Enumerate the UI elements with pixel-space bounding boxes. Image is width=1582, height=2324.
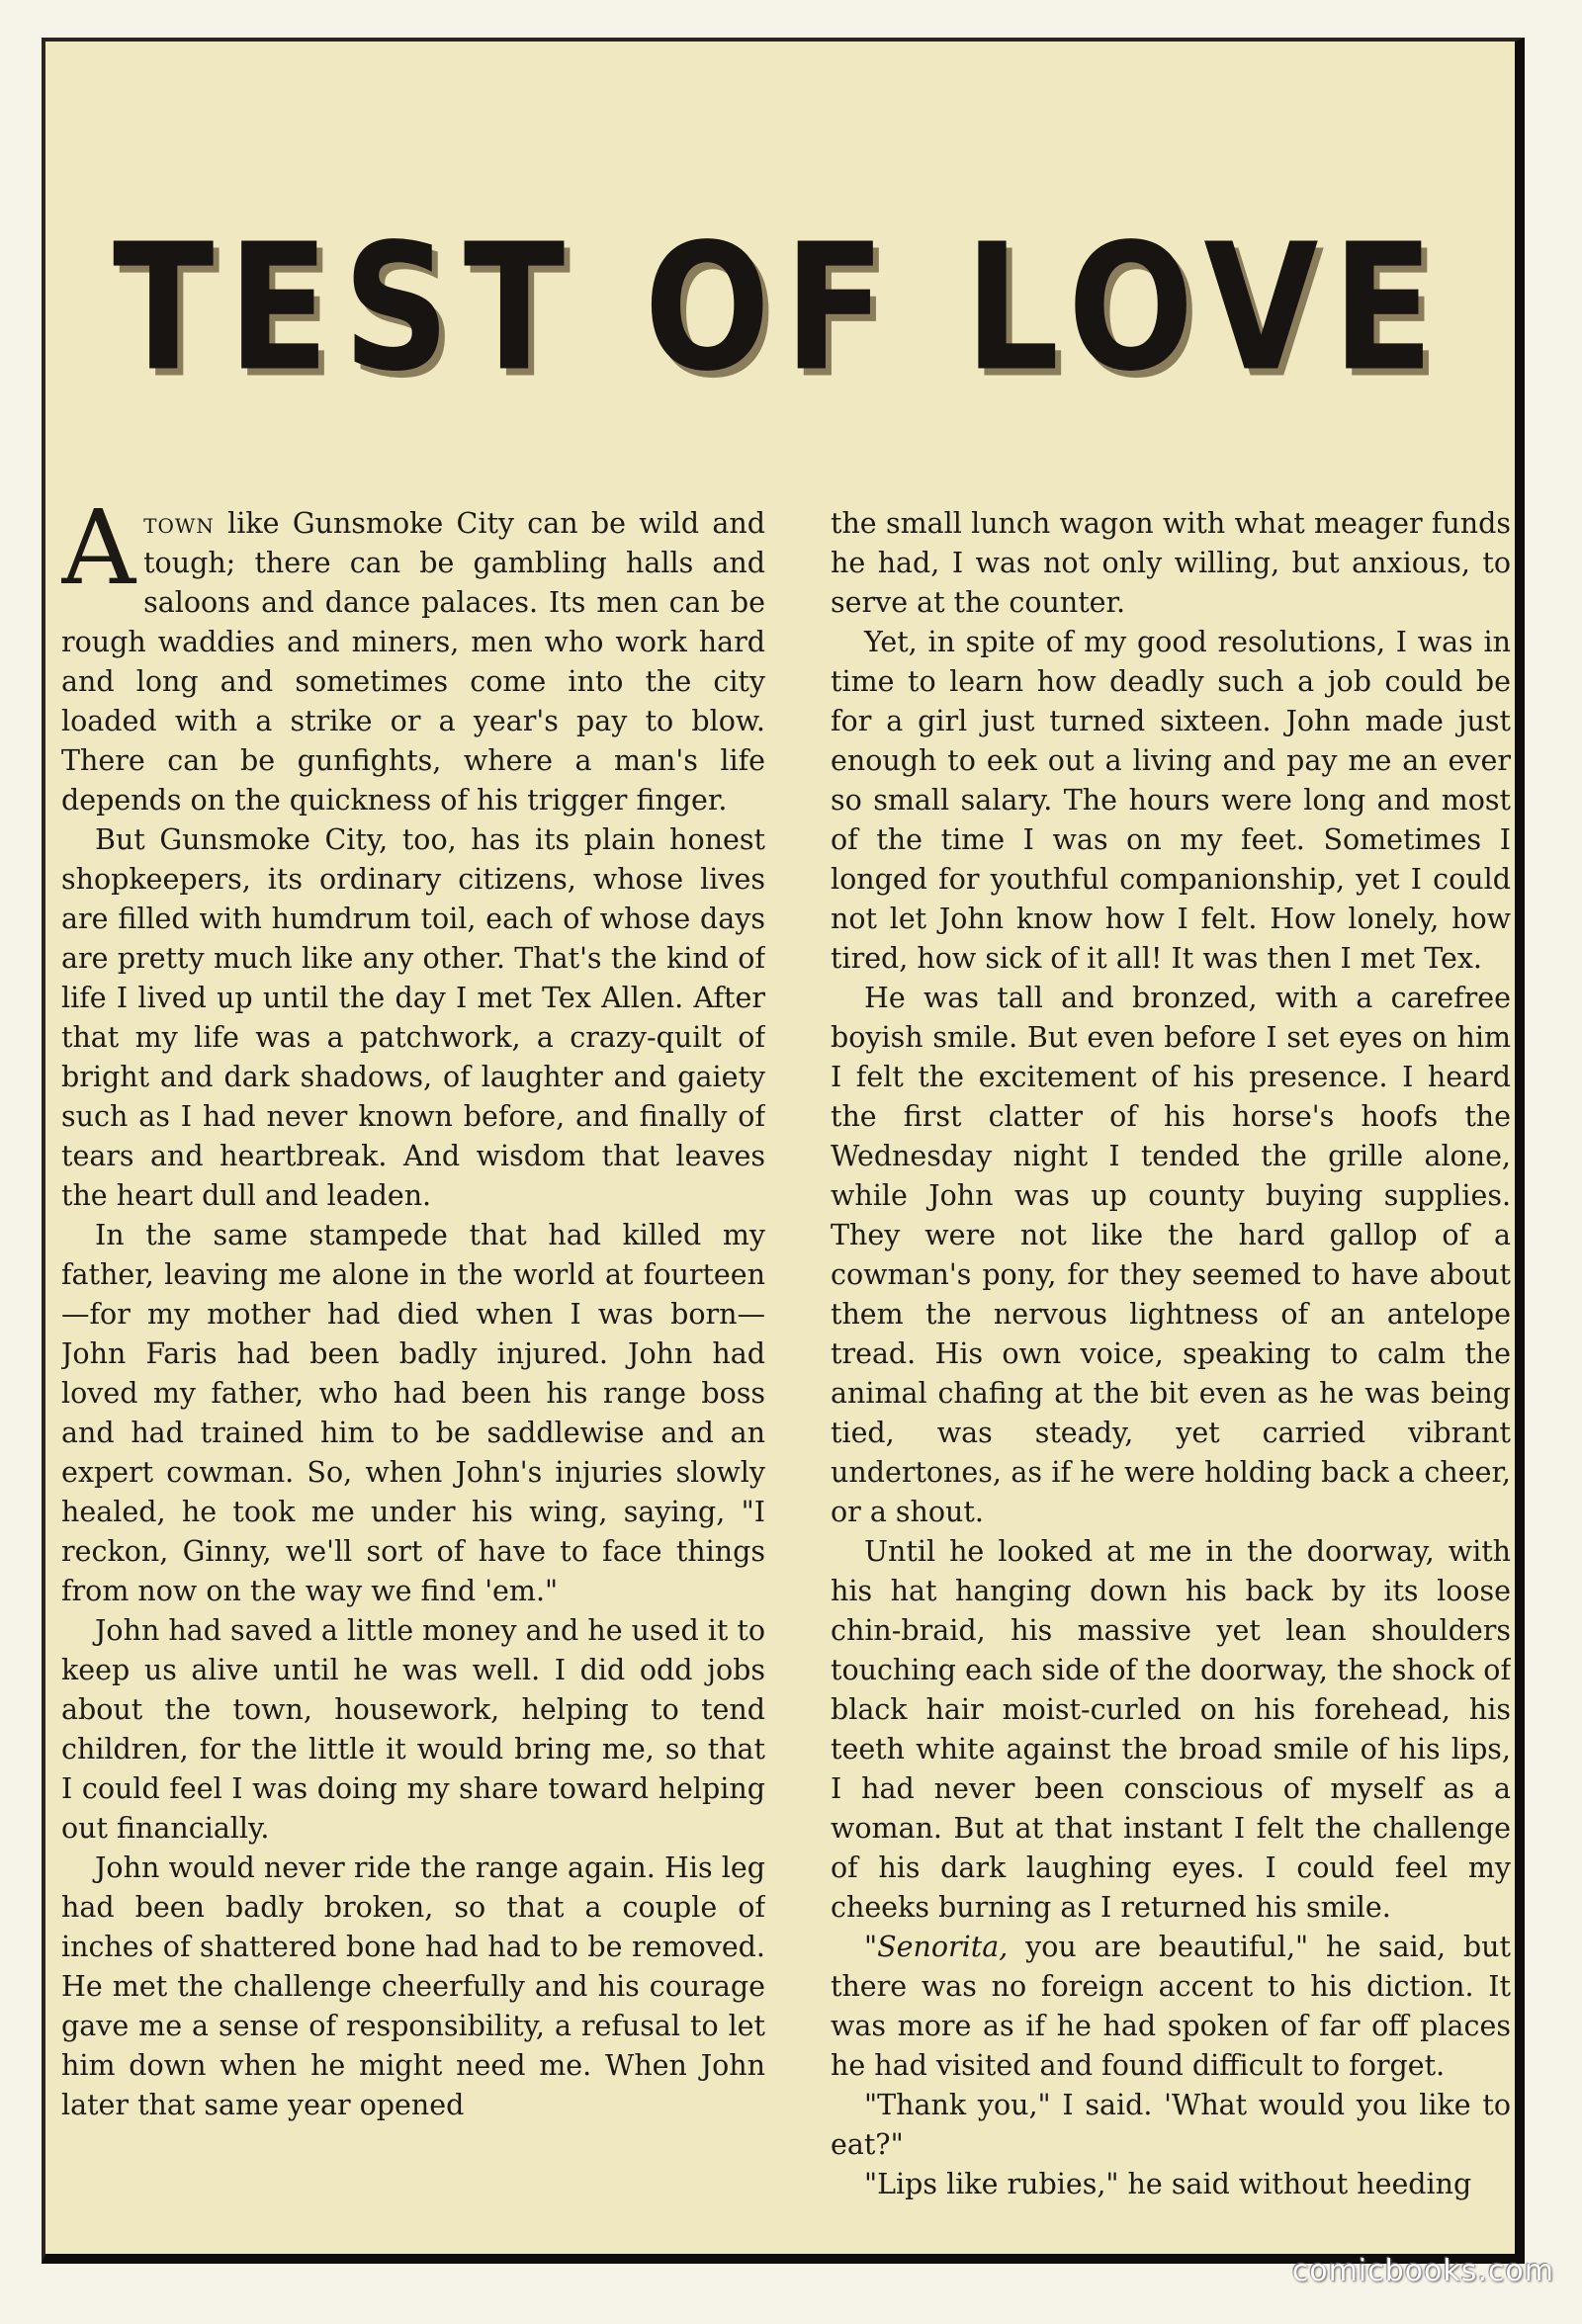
opening-text: like Gunsmoke City can be wild and tough; there can be gambling halls and saloons and dance palaces. Its men can be rough waddies and miners, men who work hard and long and sometimes come into the city loaded with a strike or a year's pay to blow. There can be gunfights, where a man's life depends on the quickness of his trigger finger. xyxy=(61,507,765,817)
drop-cap: A xyxy=(61,504,136,608)
opening-smallcaps: town xyxy=(143,507,215,540)
paragraph: John would never ride the range again. His leg had been badly broken, so that a couple of inches of shattered bone had had to be removed. He met the challenge cheerfully and his courage gave me a sense of responsibility, a refusal to let him down when he might need me. When John later that same year opened xyxy=(61,1851,765,2121)
senorita-italic: "Senorita, xyxy=(864,1931,1009,1963)
opening-paragraph xyxy=(61,504,765,820)
senorita-text: you are beautiful," he said, but there was no foreign accent to his diction. It was more as if he had spoken of far off places he had visited and found difficult to forget. xyxy=(831,1931,1511,2082)
paragraph: In the same stampede that had killed my father, leaving me alone in the world at fourteen—for my mother had died when I was born—John Faris had been badly injured. John had loved my father, who had been his range boss and had trained him to be saddlewise and an expert cowman. So, when John's injuries slowly healed, he took me under his wing, saying, "I reckon, Ginny, we'll sort of have to face things from now on the way we find 'em." xyxy=(61,1219,765,1607)
paragraph: "Lips like rubies," he said without heeding xyxy=(864,2168,1472,2200)
watermark: comicbooks.com xyxy=(1291,2254,1554,2288)
paragraph: He was tall and bronzed, with a carefree boyish smile. But even before I set eyes on him I felt the excitement of his presence. I heard the first clatter of his horse's hoofs the Wednesday night I tended the grille alone, while John was up county buying supplies. They were not like the hard gallop of a cowman's pony, for they seemed to have about them the nervous lightness of an antelope tread. His own voice, speaking to calm the animal chafing at the bit even as he was being tied, was steady, yet carried vibrant undertones, as if he were holding back a cheer, or a shout. xyxy=(831,982,1511,1528)
paragraph: But Gunsmoke City, too, has its plain honest shopkeepers, its ordinary citizens, whose lives are filled with humdrum toil, each of whose days are pretty much like any other. That's the kind of life I lived up until the day I met Tex Allen. After that my life was a patchwork, a crazy-quilt of bright and dark shadows, of laughter and gaiety such as I had never known before, and finally of tears and heartbreak. And wisdom that leaves the heart dull and leaden. xyxy=(61,823,765,1212)
story-title: TEST OF LOVE xyxy=(113,207,1448,410)
story-panel xyxy=(42,38,1525,2264)
paragraph: John had saved a little money and he used it to keep us alive until he was well. I did odd jobs about the town, housework, helping to tend children, for the little it would bring me, so that I could feel I was doing my share toward helping out financially. xyxy=(61,1614,765,1845)
paragraph: Until he looked at me in the doorway, with his hat hanging down his back by its loose chin-braid, his massive yet lean shoulders touching each side of the doorway, the shock of black hair moist-curled on his forehead, his teeth white against the broad smile of his lips, I had never been conscious of myself as a woman. But at that instant I felt the challenge of his dark laughing eyes. I could feel my cheeks burning as I returned his smile. xyxy=(831,1535,1511,1924)
paragraph: Yet, in spite of my good resolutions, I was in time to learn how deadly such a job could be for a girl just turned sixteen. John made just enough to eek out a living and pay me an ever so small salary. The hours were long and most of the time I was on my feet. Sometimes I longed for youthful companionship, yet I could not let John know how I felt. How lonely, how tired, how sick of it all! It was then I met Tex. xyxy=(831,626,1511,975)
text-columns xyxy=(61,504,1511,2254)
right-column xyxy=(831,504,1511,2254)
left-column xyxy=(61,504,765,2254)
continued-paragraph: the small lunch wagon with what meager funds he had, I was not only willing, but anxious, to serve at the counter. xyxy=(831,507,1511,619)
paragraph: "Thank you," I said. 'What would you like to eat?" xyxy=(831,2089,1511,2161)
senorita-paragraph xyxy=(831,1928,1511,2086)
